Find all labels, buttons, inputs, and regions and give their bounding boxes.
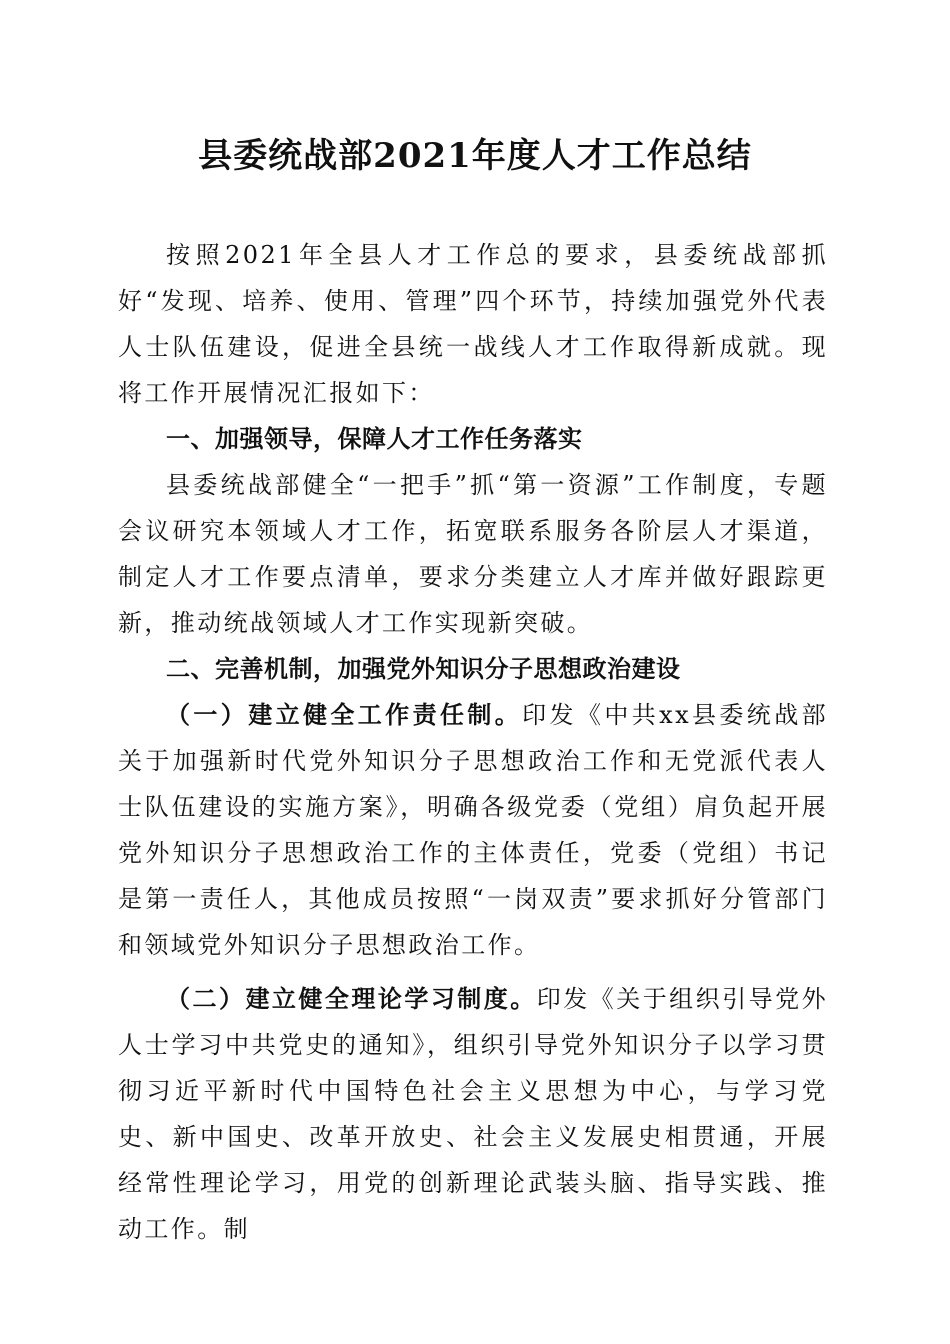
section-2-heading: 二、完善机制，加强党外知识分子思想政治建设 bbox=[166, 655, 681, 683]
section-2-item-2-lead: （二）建立健全理论学习制度。 bbox=[166, 984, 537, 1013]
section-2-item-2 bbox=[118, 976, 828, 1252]
intro-paragraph: 按照2021年全县人才工作总的要求，县委统战部抓好“发现、培养、使用、管理”四个环节，持续加强党外代表人士队伍建设，促进全县统一战线人才工作取得新成就。现将工作开展情况汇报如下： bbox=[118, 241, 828, 407]
document-title: 县委统战部2021年度人才工作总结 bbox=[198, 136, 752, 176]
section-2-item-1-text: 印发《中共xx县委统战部关于加强新时代党外知识分子思想政治工作和无党派代表人士队伍建设的实施方案》，明确各级党委（党组）肩负起开展党外知识分子思想政治工作的主体责任，党委（党组）书记是第一责任人，其他成员按照“一岗双责”要求抓好分管部门和领域党外知识分子思想政治工作。 bbox=[118, 701, 828, 959]
section-2-item-1-lead: （一）建立健全工作责任制。 bbox=[166, 700, 523, 729]
section-2-item-1 bbox=[118, 692, 828, 968]
document-body bbox=[118, 232, 828, 1252]
section-1-paragraph: 县委统战部健全“一把手”抓“第一资源”工作制度，专题会议研究本领域人才工作，拓宽联系服务各阶层人才渠道，制定人才工作要点清单，要求分类建立人才库并做好跟踪更新，推动统战领域人才工作实现新突破。 bbox=[118, 471, 828, 637]
section-1-heading: 一、加强领导，保障人才工作任务落实 bbox=[166, 425, 583, 453]
section-2-item-2-text: 印发《关于组织引导党外人士学习中共党史的通知》，组织引导党外知识分子以学习贯彻习近平新时代中国特色社会主义思想为中心，与学习党史、新中国史、改革开放史、社会主义发展史相贯通，开展经常性理论学习，用党的创新理论武装头脑、指导实践、推动工作。制 bbox=[118, 985, 828, 1243]
